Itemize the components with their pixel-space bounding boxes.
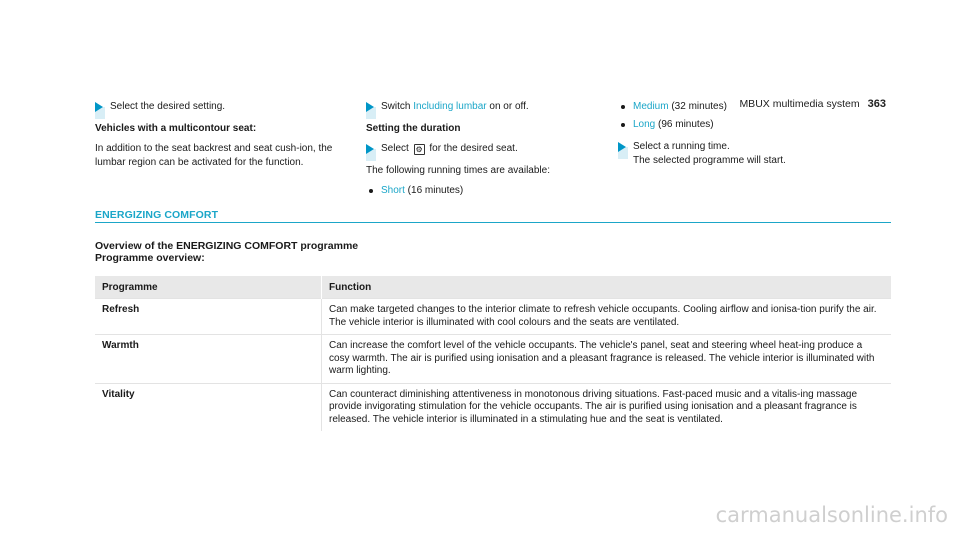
programme-name: Vitality [95, 383, 322, 431]
column-3 [618, 100, 878, 176]
programme-name: Refresh [95, 299, 322, 335]
programme-function: Can make targeted changes to the interior climate to refresh vehicle occupants. Cooling airflow and ionisa-tion purify the air. The vehicle interior is illuminated with cool colours and the seats are ventilated. [322, 299, 892, 335]
body-text: The following running times are available: [366, 165, 550, 176]
option-long: Long [633, 119, 656, 130]
instruction-step [618, 140, 878, 168]
step-arrow-icon [366, 102, 374, 112]
column-header-programme: Programme [95, 276, 322, 299]
subheading: Setting the duration [366, 123, 461, 134]
page-number: 363 [867, 98, 886, 110]
result-text: The selected programme will start. [633, 155, 786, 166]
list-item [618, 118, 878, 132]
option-duration: (96 minutes) [655, 119, 714, 130]
option-short: Short [381, 185, 405, 196]
option-duration: (32 minutes) [668, 101, 727, 112]
list-item [618, 100, 878, 114]
step-arrow-icon [95, 102, 103, 112]
overview-heading [95, 240, 358, 264]
table-row [95, 383, 891, 431]
watermark: carmanualsonline.info [715, 503, 948, 527]
step-arrow-icon [366, 144, 374, 154]
programme-function: Can counteract diminishing attentiveness in monotonous driving situations. Fast-paced music and a vitalis-ing massage provide invigorating stimulation for the vehicle occupants. The air is purified using ionisation and a pleasant fragrance is released. The vehicle interior is illuminated in a stimulating hue and the seat is ventilated. [322, 383, 892, 431]
body-text: In addition to the seat backrest and seat cush-ion, the lumbar region can be activated for the function. [95, 143, 333, 168]
instruction-step [366, 142, 596, 156]
step-text-post: for the desired seat. [426, 143, 518, 154]
duration-list [366, 184, 596, 198]
menu-option-including-lumbar: Including lumbar [413, 101, 487, 112]
settings-icon: ⚙ [415, 145, 423, 154]
overview-title: Overview of the ENERGIZING COMFORT programme [95, 240, 359, 252]
option-duration: (16 minutes) [404, 185, 464, 196]
step-text: Select the desired setting. [110, 101, 226, 112]
duration-list [618, 100, 878, 132]
column-2 [366, 100, 596, 202]
programme-table [95, 276, 891, 431]
option-medium: Medium [633, 101, 669, 112]
table-header-row [95, 276, 891, 299]
step-text: Select a running time. [633, 141, 730, 152]
step-text-post: on or off. [486, 101, 529, 112]
table-row [95, 335, 891, 384]
section-divider [95, 222, 891, 223]
step-text-pre: Switch [381, 101, 414, 112]
table-row [95, 299, 891, 335]
programme-function: Can increase the comfort level of the vehicle occupants. The vehicle's panel, seat and steering wheel heat-ing produce a cosy warmth. The air is purified using ionisation and a pleasant fragrance is released. The vehicle interior is illuminated with warm lighting. [322, 335, 892, 384]
column-1 [95, 100, 340, 176]
step-arrow-icon [618, 142, 626, 152]
list-item [366, 184, 596, 198]
instruction-step [366, 100, 596, 114]
subheading: Vehicles with a multicontour seat: [95, 123, 257, 134]
overview-subtitle: Programme overview: [95, 252, 205, 264]
programme-name: Warmth [95, 335, 322, 384]
instruction-step [95, 100, 340, 114]
step-text-pre: Select [381, 143, 412, 154]
manual-title: MBUX multimedia system [739, 98, 860, 110]
section-title: ENERGIZING COMFORT [95, 209, 219, 221]
column-header-function: Function [322, 276, 892, 299]
